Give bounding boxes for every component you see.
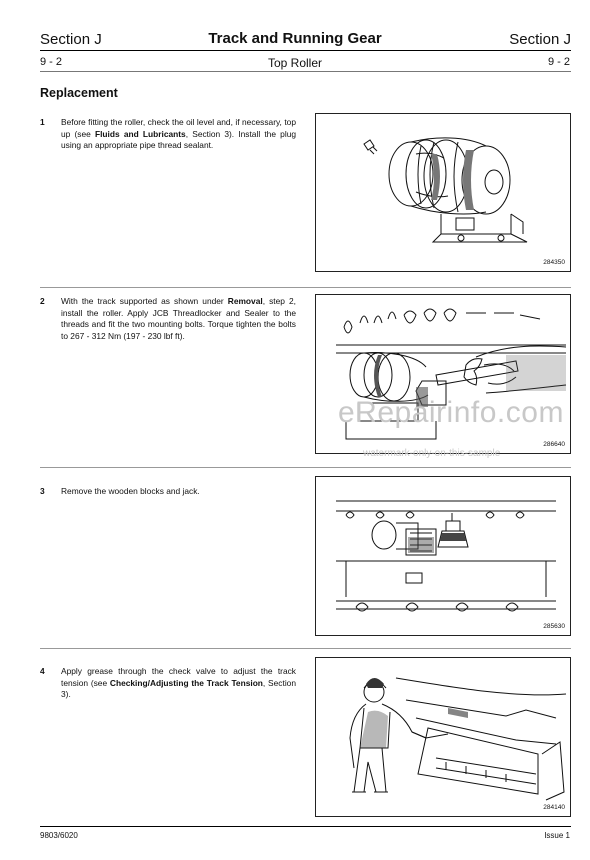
step-text [61,117,296,152]
step-text-part: Remove the wooden blocks and jack. [61,486,200,496]
step-number: 4 [40,666,45,676]
step-separator [40,467,571,468]
step-text-part: Apply grease through the check valve to adjust the track tension (see [61,666,296,688]
step-number: 3 [40,486,45,496]
step-separator [40,648,571,649]
watermark-subtext: watermark-only-on-this-sample [363,448,501,459]
step-number: 2 [40,296,45,306]
step-2 [40,296,296,342]
step-text-bold: Removal [227,296,263,306]
step-4 [40,666,296,701]
figure-code: 284350 [543,259,565,266]
page-title: Track and Running Gear [208,30,382,47]
grease-track-illustration [316,658,570,816]
figure-code: 285630 [543,623,565,630]
page-number-left: 9 - 2 [40,56,63,68]
document-number: 9803/6020 [40,831,78,840]
step-number: 1 [40,117,45,127]
footer-rule [40,826,571,827]
section-label-left: Section J [40,31,102,48]
figure-code: 286640 [543,441,565,448]
subheader-rule [40,71,571,72]
figure-grease-track [315,657,571,817]
section-label-right: Section J [509,31,571,48]
step-1 [40,117,296,152]
step-text-part: With the track supported as shown under [61,296,228,306]
top-roller-illustration [316,114,570,271]
step-text-bold: Fluids and Lubricants [94,128,186,139]
page-number-right: 9 - 2 [547,56,570,68]
figure-remove-blocks [315,476,571,636]
watermark-text: eRepairinfo.com [338,396,564,429]
issue-number: Issue 1 [544,831,570,840]
figure-code: 284140 [543,804,565,811]
step-text-part: , Section 3). Install the plug using an appropriate pipe thread sealant. [61,128,297,151]
figure-top-roller [315,113,571,272]
step-text-bold: Checking/Adjusting the Track Tension [109,677,263,688]
step-3 [40,486,296,498]
step-text [61,666,296,701]
header-rule [40,50,571,51]
step-text [61,486,296,498]
step-separator [40,287,571,288]
remove-blocks-illustration [316,477,570,635]
step-text-part: , step 2, install the roller. Apply JCB Threadlocker and Sealer to the threads and fit the two mounting bolts. Torque tighten the bolts to 267 - 312 Nm (197 - 230 lbf ft). [61,296,296,341]
step-text-part: , Section 3). [61,677,296,700]
step-text [61,296,296,342]
figure-install-roller [315,294,571,454]
page-subtitle: Top Roller [267,56,323,70]
step-text-part: Before fitting the roller, check the oil level and, if necessary, top up (see [61,117,296,139]
section-heading: Replacement [40,86,118,100]
